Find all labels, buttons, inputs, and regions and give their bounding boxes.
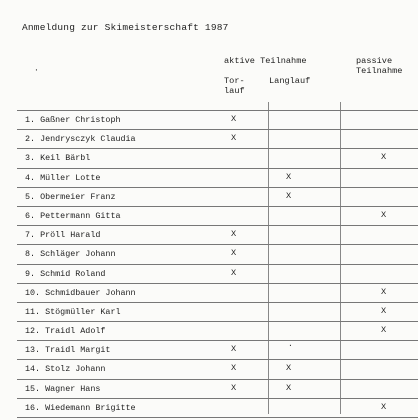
participant-name: 8. Schläger Johann [25, 249, 116, 260]
participant-name: 1. Gaßner Christoph [25, 115, 121, 125]
passive-mark: X [381, 401, 387, 412]
table-row [17, 360, 418, 379]
participant-name: 2. Jendrysczyk Claudia [25, 134, 136, 145]
passive-mark: X [381, 209, 387, 220]
header-aktive-teilnahme: aktive Teilnahme [224, 56, 307, 66]
header-passive-teilnahme: passive Teilnahme [356, 56, 403, 76]
table-row [17, 130, 418, 149]
header-langlauf: Langlauf [269, 76, 311, 86]
torlauf-mark: X [231, 382, 237, 393]
table-row [17, 188, 418, 207]
participant-name: 3. Keil Bärbl [25, 153, 91, 164]
participant-name: 5. Obermeier Franz [25, 191, 116, 202]
participant-name: 13. Traidl Margit [25, 345, 111, 356]
table-row [17, 303, 418, 322]
participant-name: 11. Stögmüller Karl [25, 306, 121, 317]
table-row [17, 169, 418, 188]
table-row [17, 341, 418, 360]
participant-name: 15. Wagner Hans [25, 383, 101, 394]
torlauf-mark: X [231, 267, 237, 278]
participant-name: 10. Schmidbauer Johann [25, 287, 136, 298]
table-row [17, 149, 418, 168]
table-row [17, 399, 418, 418]
page-title: Anmeldung zur Skimeisterschaft 1987 [22, 22, 229, 33]
participant-name: 14. Stolz Johann [25, 364, 106, 375]
torlauf-mark: X [231, 133, 237, 144]
langlauf-mark: X [286, 171, 292, 182]
table-row [17, 207, 418, 226]
stray-dot: · [34, 66, 39, 75]
langlauf-mark: X [286, 382, 292, 393]
passive-mark: X [381, 325, 387, 336]
participant-name: 4. Müller Lotte [25, 172, 101, 183]
participant-name: 7. Pröll Harald [25, 230, 101, 241]
passive-mark: X [381, 286, 387, 297]
langlauf-mark: . [288, 340, 293, 350]
torlauf-mark: X [231, 248, 237, 259]
table-row [17, 322, 418, 341]
torlauf-mark: X [231, 344, 237, 355]
registration-table [17, 110, 418, 418]
participant-name: 12. Traidl Adolf [25, 326, 106, 337]
table-row [17, 265, 418, 284]
torlauf-mark: X [231, 229, 237, 240]
passive-mark: X [381, 152, 387, 163]
torlauf-mark: X [231, 114, 237, 124]
torlauf-mark: X [231, 363, 237, 374]
table-row [17, 245, 418, 264]
participant-name: 16. Wiedemann Brigitte [25, 402, 136, 413]
passive-mark: X [381, 305, 387, 316]
header-torlauf: Tor- lauf [224, 76, 245, 96]
participant-name: 9. Schmid Roland [25, 268, 106, 279]
langlauf-mark: X [286, 363, 292, 374]
table-row [17, 110, 418, 130]
table-row [17, 380, 418, 399]
langlauf-mark: X [286, 190, 292, 201]
participant-name: 6. Pettermann Gitta [25, 210, 121, 221]
table-row [17, 284, 418, 303]
table-row [17, 226, 418, 245]
